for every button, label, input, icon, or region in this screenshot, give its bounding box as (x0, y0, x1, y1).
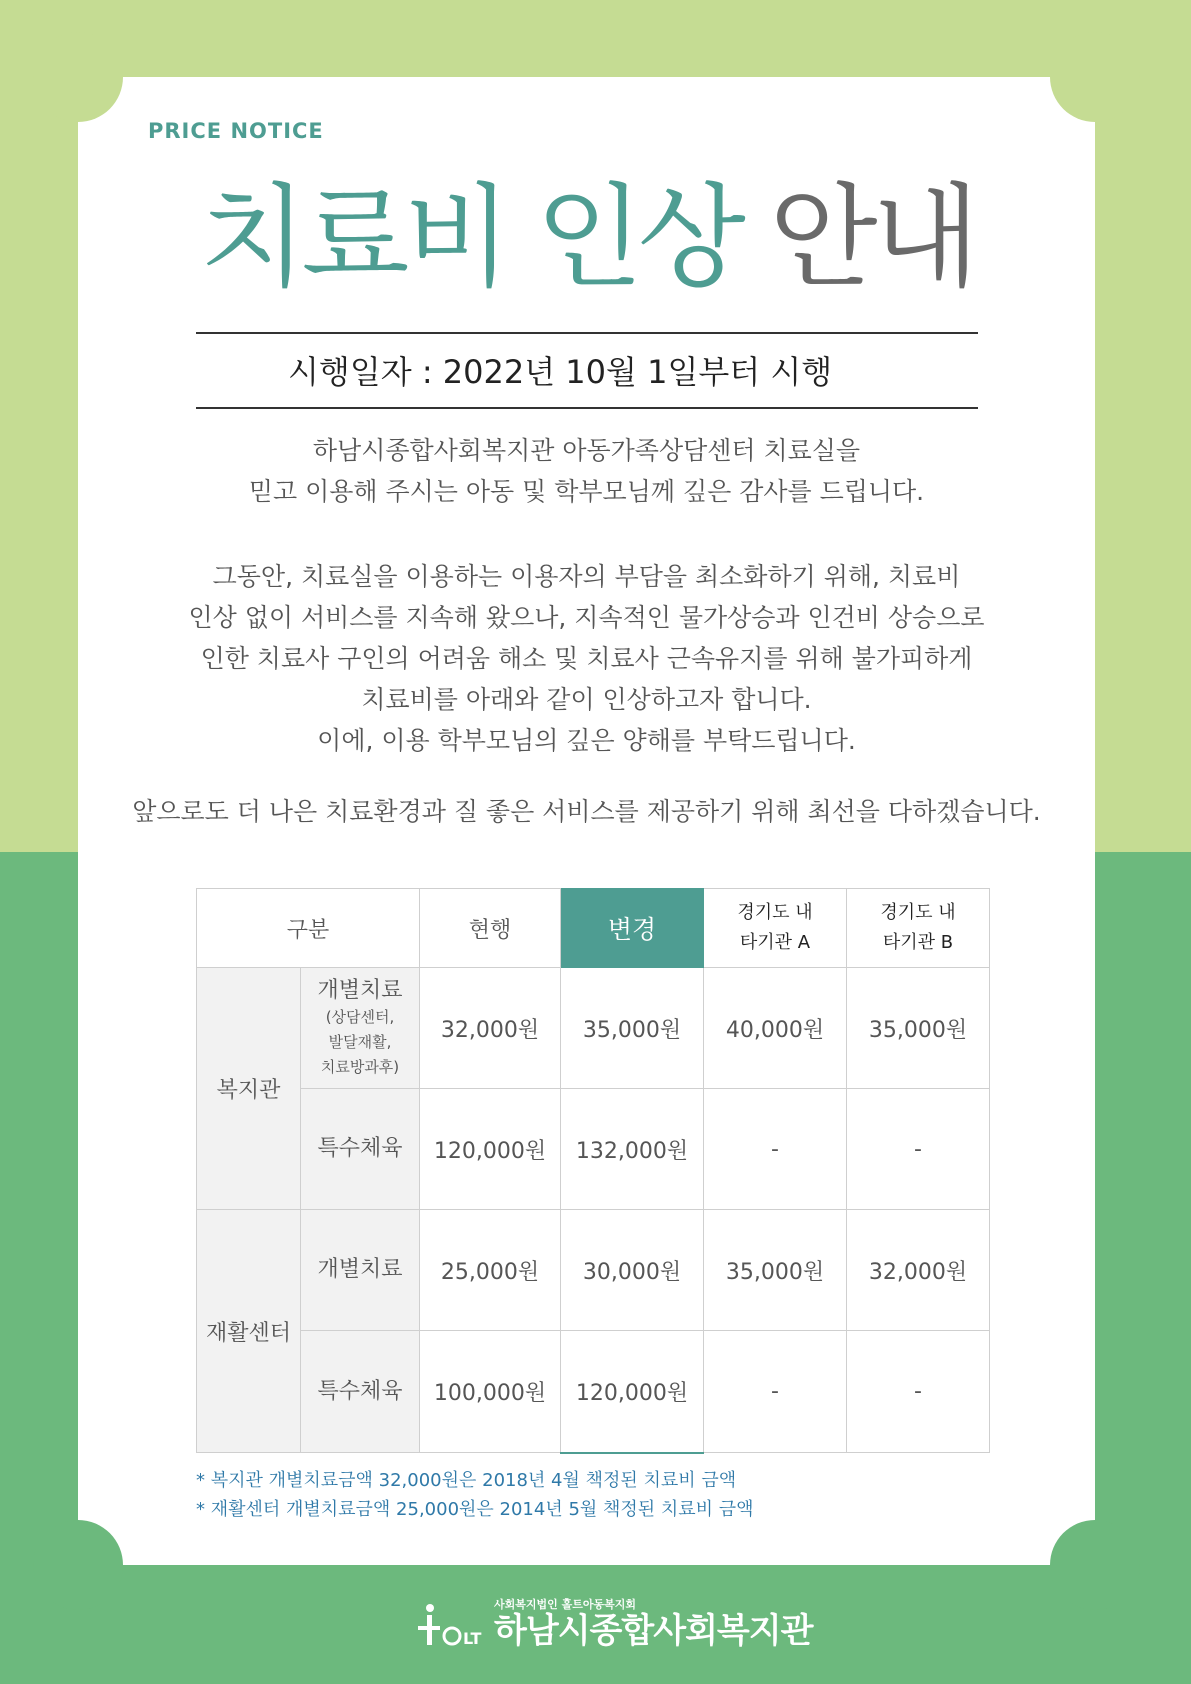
title-rest: 안내 (769, 173, 974, 303)
cell-current: 100,000원 (420, 1331, 561, 1453)
title-highlight: 치료비 인상 (199, 173, 740, 303)
header-category: 구분 (197, 889, 420, 968)
notice-card (78, 77, 1095, 1565)
cell-other-a: - (704, 1089, 847, 1210)
closing-paragraph: 앞으로도 더 나은 치료환경과 질 좋은 서비스를 제공하기 위해 최선을 다하겠습니다. (132, 797, 1041, 826)
footer-logo-main: 하남시종합사회복지관 (494, 1611, 813, 1651)
cell-current: 32,000원 (420, 968, 561, 1089)
holt-logo-icon (410, 1602, 486, 1648)
table-row (197, 1089, 990, 1210)
header-current: 현행 (420, 889, 561, 968)
footer-logo (410, 1596, 813, 1651)
eyebrow-label: PRICE NOTICE (148, 119, 324, 143)
cell-other-b: 35,000원 (847, 968, 990, 1089)
divider-top (196, 332, 978, 334)
table-header-row (197, 889, 990, 968)
cell-other-b: - (847, 1331, 990, 1453)
cell-current: 25,000원 (420, 1210, 561, 1331)
body-paragraph: 그동안, 치료실을 이용하는 이용자의 부담을 최소화하기 위해, 치료비 인상 없이 서비스를 지속해 왔으나, 지속적인 물가상승과 인건비 상승으로 인한 치료사 구인의 어려움 해소 및 치료사 근속유지를 위해 불가피하게 치료비를 아래와 같이 인상하고자 합니다. 이에, 이용 학부모님의 깊은 양해를 부탁드립니다. (188, 562, 985, 755)
cell-other-b: - (847, 1089, 990, 1210)
row-label: 특수체육 (301, 1089, 420, 1210)
group-welfare-center: 복지관 (197, 968, 301, 1210)
svg-text:LT: LT (463, 1629, 482, 1648)
cell-change: 30,000원 (561, 1210, 704, 1331)
header-other-b: 경기도 내 타기관 B (847, 889, 990, 968)
group-rehab-center: 재활센터 (197, 1210, 301, 1453)
cell-current: 120,000원 (420, 1089, 561, 1210)
effective-date: 시행일자 : 2022년 10월 1일부터 시행 (288, 353, 833, 391)
footnote-1: * 복지관 개별치료금액 32,000원은 2018년 4월 책정된 치료비 금액 (196, 1470, 737, 1491)
footer-logo-sub: 사회복지법인 홀트아동복지회 (494, 1598, 636, 1611)
footnote-2: * 재활센터 개별치료금액 25,000원은 2014년 5월 책정된 치료비 금액 (196, 1499, 754, 1520)
cell-other-b: 32,000원 (847, 1210, 990, 1331)
cell-other-a: 35,000원 (704, 1210, 847, 1331)
table-row (197, 1210, 990, 1331)
row-label: 개별치료 (상담센터, 발달재활, 치료방과후) (301, 968, 420, 1089)
cell-other-a: - (704, 1331, 847, 1453)
cell-other-a: 40,000원 (704, 968, 847, 1089)
row-label: 개별치료 (301, 1210, 420, 1331)
price-table (196, 888, 990, 1454)
cell-change: 132,000원 (561, 1089, 704, 1210)
header-other-a: 경기도 내 타기관 A (704, 889, 847, 968)
header-change: 변경 (561, 889, 704, 968)
intro-paragraph: 하남시종합사회복지관 아동가족상담센터 치료실을 믿고 이용해 주시는 아동 및 학부모님께 깊은 감사를 드립니다. (248, 436, 925, 506)
divider-bottom (196, 407, 978, 409)
table-row (197, 1331, 990, 1453)
table-row (197, 968, 990, 1089)
cell-change: 120,000원 (561, 1331, 704, 1453)
row-label: 특수체육 (301, 1331, 420, 1453)
page-title (78, 173, 1095, 303)
cell-change: 35,000원 (561, 968, 704, 1089)
